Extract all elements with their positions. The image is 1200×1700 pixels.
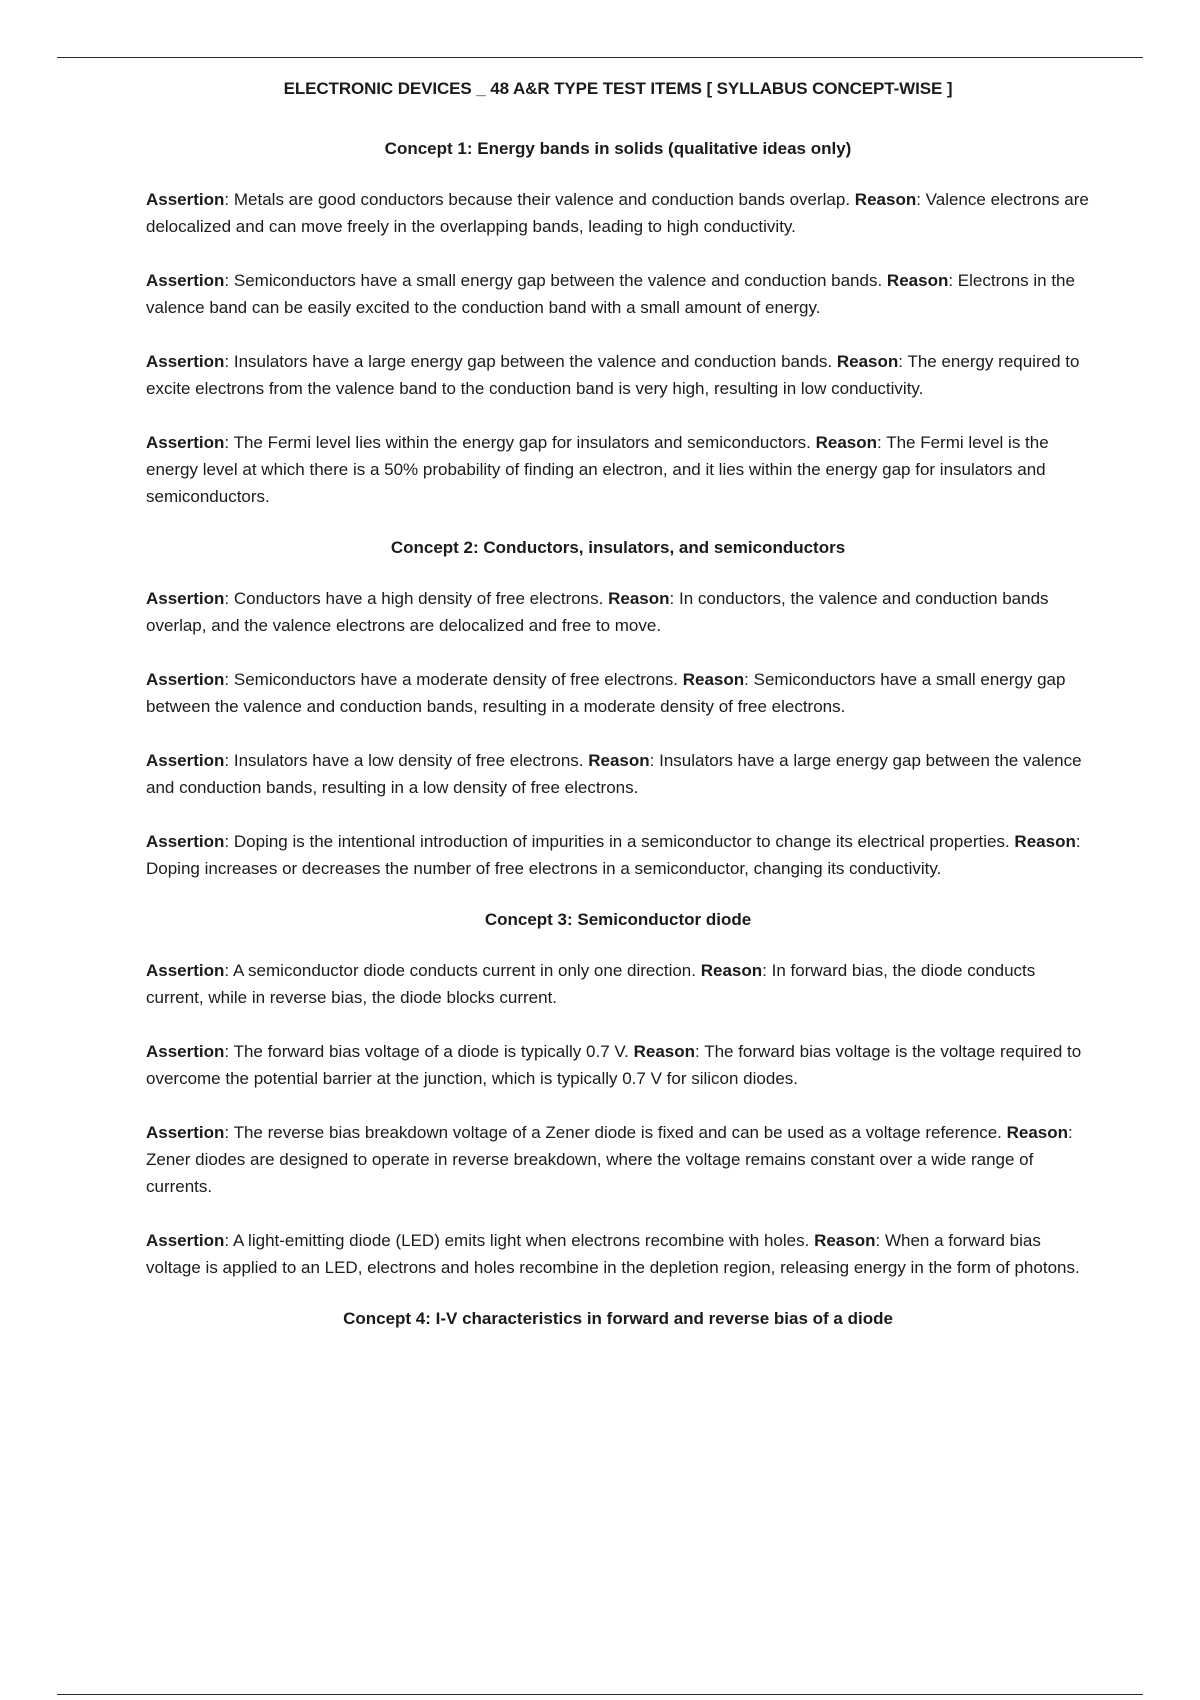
reason-label: Reason <box>1014 832 1076 851</box>
reason-label: Reason <box>815 433 878 452</box>
reason-text: When a forward bias voltage is applied to an LED, electrons and holes recombine in the depletion region, releasing energy in the form of photons. <box>146 1231 1080 1277</box>
reason-text: Electrons in the valence band can be easily excited to the conduction band with a small amount of energy. <box>146 271 1075 317</box>
concept-heading: Concept 2: Conductors, insulators, and semiconductors <box>390 538 846 557</box>
assertion-reason-item: Assertion: A semiconductor diode conducts current in only one direction. Reason: In forward bias, the diode conducts current, while in reverse bias, the diode blocks current. <box>146 961 1036 1007</box>
assertion-reason-item: Assertion: The Fermi level lies within the energy gap for insulators and semiconductors. Reason: The Fermi level is the energy level at which there is a 50% probability of finding an electron, and it lies within the energy gap for insulators and semiconductors. <box>146 433 1049 506</box>
assertion-reason-item: Assertion: Insulators have a low density of free electrons. Reason: Insulators have a large energy gap between the valence and conduction bands, resulting in a low density of free electrons. <box>146 751 1082 797</box>
assertion-text: A semiconductor diode conducts current in only one direction. <box>232 961 696 980</box>
assertion-label: Assertion <box>146 190 225 209</box>
assertion-label: Assertion <box>146 433 225 452</box>
assertion-text: Metals are good conductors because their valence and conduction bands overlap. <box>233 190 851 209</box>
assertion-reason-item: Assertion: Conductors have a high density of free electrons. Reason: In conductors, the valence and conduction bands overlap, and the valence electrons are delocalized and free to move. <box>146 589 1049 635</box>
assertion-reason-item: Assertion: The reverse bias breakdown voltage of a Zener diode is fixed and can be used as a voltage reference. Reason: Zener diodes are designed to operate in reverse breakdown, where the voltage remains constant over a wide range of currents. <box>146 1123 1073 1196</box>
assertion-label: Assertion <box>146 1123 225 1142</box>
assertion-text: The Fermi level lies within the energy gap for insulators and semiconductors. <box>233 433 811 452</box>
assertion-label: Assertion <box>146 352 225 371</box>
reason-label: Reason <box>682 670 745 689</box>
concept-heading: Concept 3: Semiconductor diode <box>484 910 752 929</box>
reason-label: Reason <box>814 1231 876 1250</box>
bottom-rule <box>57 1694 1143 1695</box>
reason-label: Reason <box>700 961 763 980</box>
assertion-text: A light-emitting diode (LED) emits light when electrons recombine with holes. <box>232 1231 810 1250</box>
assertion-label: Assertion <box>146 1231 225 1250</box>
assertion-label: Assertion <box>146 589 225 608</box>
assertion-text: Insulators have a low density of free electrons. <box>233 751 584 770</box>
assertion-label: Assertion <box>146 832 225 851</box>
document-title: ELECTRONIC DEVICES _ 48 A&R TYPE TEST ITEMS [ SYLLABUS CONCEPT-WISE ] <box>283 79 953 98</box>
reason-text: Semiconductors have a small energy gap between the valence and conduction bands, resulting in a moderate density of free electrons. <box>146 670 1066 716</box>
reason-text: The forward bias voltage is the voltage required to overcome the potential barrier at the junction, which is typically 0.7 V for silicon diodes. <box>146 1042 1082 1088</box>
reason-label: Reason <box>633 1042 696 1061</box>
assertion-text: Doping is the intentional introduction of impurities in a semiconductor to change its electrical properties. <box>233 832 1010 851</box>
reason-label: Reason <box>886 271 949 290</box>
assertion-label: Assertion <box>146 961 225 980</box>
reason-label: Reason <box>608 589 670 608</box>
assertion-label: Assertion <box>146 271 225 290</box>
assertion-text: Insulators have a large energy gap between the valence and conduction bands. <box>233 352 833 371</box>
concept-heading: Concept 1: Energy bands in solids (qualitative ideas only) <box>384 139 852 158</box>
concept-heading: Concept 4: I-V characteristics in forward and reverse bias of a diode <box>343 1309 893 1328</box>
reason-text: Doping increases or decreases the number of free electrons in a semiconductor, changing its conductivity. <box>146 859 942 878</box>
assertion-reason-item: Assertion: Metals are good conductors because their valence and conduction bands overlap. Reason: Valence electrons are delocalized and can move freely in the overlapping bands, leading to high conductivity. <box>146 190 1089 236</box>
concepts-container <box>146 138 1090 1330</box>
reason-text: The Fermi level is the energy level at which there is a 50% probability of finding an electron, and it lies within the energy gap for insulators and semiconductors. <box>146 433 1049 506</box>
assertion-reason-item: Assertion: The forward bias voltage of a diode is typically 0.7 V. Reason: The forward bias voltage is the voltage required to overcome the potential barrier at the junction, which is typically 0.7 V for silicon diodes. <box>146 1042 1082 1088</box>
reason-text: Zener diodes are designed to operate in reverse breakdown, where the voltage remains constant over a wide range of currents. <box>146 1150 1034 1196</box>
assertion-label: Assertion <box>146 670 225 689</box>
reason-text: Insulators have a large energy gap between the valence and conduction bands, resulting in a low density of free electrons. <box>146 751 1082 797</box>
page-footer-space <box>146 1356 1090 1376</box>
assertion-reason-item: Assertion: Semiconductors have a moderate density of free electrons. Reason: Semiconductors have a small energy gap between the valence and conduction bands, resulting in a moderate density of free electrons. <box>146 670 1066 716</box>
reason-text: The energy required to excite electrons from the valence band to the conduction band is very high, resulting in low conductivity. <box>146 352 1080 398</box>
reason-label: Reason <box>588 751 650 770</box>
assertion-text: Conductors have a high density of free electrons. <box>233 589 604 608</box>
reason-label: Reason <box>1006 1123 1069 1142</box>
reason-text: In forward bias, the diode conducts current, while in reverse bias, the diode blocks current. <box>146 961 1036 1007</box>
assertion-reason-item: Assertion: Semiconductors have a small energy gap between the valence and conduction bands. Reason: Electrons in the valence band can be easily excited to the conduction band with a small amount of energy. <box>146 271 1075 317</box>
assertion-text: The reverse bias breakdown voltage of a Zener diode is fixed and can be used as a voltage reference. <box>233 1123 1002 1142</box>
assertion-label: Assertion <box>146 1042 225 1061</box>
reason-label: Reason <box>836 352 899 371</box>
assertion-text: The forward bias voltage of a diode is typically 0.7 V. <box>233 1042 629 1061</box>
reason-text: In conductors, the valence and conduction bands overlap, and the valence electrons are delocalized and free to move. <box>146 589 1049 635</box>
assertion-text: Semiconductors have a small energy gap between the valence and conduction bands. <box>233 271 883 290</box>
assertion-text: Semiconductors have a moderate density of free electrons. <box>233 670 678 689</box>
assertion-label: Assertion <box>146 751 225 770</box>
assertion-reason-item: Assertion: A light-emitting diode (LED) emits light when electrons recombine with holes. Reason: When a forward bias voltage is applied to an LED, electrons and holes recombine in the depletion region, releasing energy in the form of photons. <box>146 1231 1080 1277</box>
top-rule <box>57 57 1143 58</box>
assertion-reason-item: Assertion: Insulators have a large energy gap between the valence and conduction bands. Reason: The energy required to excite electrons from the valence band to the conduction band is very high, resulting in low conductivity. <box>146 352 1080 398</box>
reason-text: Valence electrons are delocalized and can move freely in the overlapping bands, leading to high conductivity. <box>146 190 1089 236</box>
reason-label: Reason <box>854 190 917 209</box>
assertion-reason-item: Assertion: Doping is the intentional introduction of impurities in a semiconductor to change its electrical properties. Reason: Doping increases or decreases the number of free electrons in a semiconductor, changing its conductivity. <box>146 832 1081 878</box>
document-page <box>146 78 1090 1376</box>
